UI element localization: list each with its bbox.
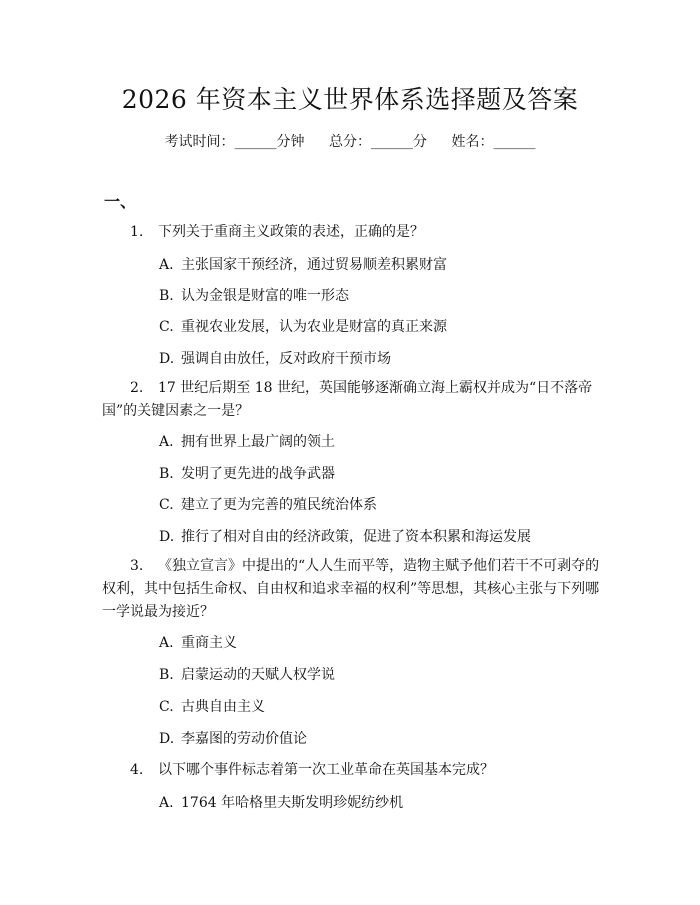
option-text: 主张国家干预经济，通过贸易顺差积累财富 xyxy=(181,257,447,273)
exam-time-field xyxy=(165,132,305,152)
option-text: 古典自由主义 xyxy=(181,699,265,715)
section-heading: 一、 xyxy=(104,192,137,211)
question-1-option-c xyxy=(159,317,599,337)
option-letter: C. xyxy=(159,319,174,335)
option-letter: D. xyxy=(159,529,175,545)
question-1 xyxy=(130,221,590,244)
option-text: 建立了更为完善的殖民统治体系 xyxy=(181,497,377,513)
option-text: 启蒙运动的天赋人权学说 xyxy=(181,667,335,683)
option-text: 重商主义 xyxy=(181,635,237,651)
question-3-option-a xyxy=(159,633,599,653)
option-letter: D. xyxy=(159,351,175,367)
exam-time-unit: 分钟 xyxy=(276,134,305,150)
question-1-option-a xyxy=(159,255,599,275)
total-score-blank: ______ xyxy=(371,134,413,150)
option-text: 强调自由放任，反对政府干预市场 xyxy=(181,351,391,367)
question-number: 3. xyxy=(130,558,144,574)
option-text: 李嘉图的劳动价值论 xyxy=(181,731,307,747)
question-2-option-b xyxy=(159,464,599,484)
option-letter: B. xyxy=(159,667,174,683)
option-letter: B. xyxy=(159,466,174,482)
option-text: 拥有世界上最广阔的领土 xyxy=(181,434,335,450)
total-score-label: 总分： xyxy=(329,134,371,150)
question-text: 下列关于重商主义政策的表述，正确的是？ xyxy=(158,224,424,240)
question-number: 4. xyxy=(130,762,144,778)
question-1-option-d xyxy=(159,349,599,369)
question-number: 1. xyxy=(130,224,144,240)
option-letter: A. xyxy=(159,434,174,450)
option-letter: A. xyxy=(159,257,174,273)
document-title: 2026 年资本主义世界体系选择题及答案 xyxy=(121,85,579,114)
question-3-option-b xyxy=(159,665,599,685)
question-2-option-c xyxy=(159,495,599,515)
exam-time-blank: ______ xyxy=(234,134,277,150)
option-letter: B. xyxy=(159,288,174,304)
question-3 xyxy=(102,555,602,624)
total-score-field xyxy=(329,132,427,152)
question-2 xyxy=(102,377,602,423)
option-text: 发明了更先进的战争武器 xyxy=(181,466,335,482)
student-name-label: 姓名： xyxy=(451,134,494,150)
question-3-option-d xyxy=(159,729,599,749)
question-4 xyxy=(130,759,590,782)
question-1-option-b xyxy=(159,286,599,306)
option-letter: A. xyxy=(159,635,174,651)
question-text: 《独立宣言》中提出的“人人生而平等，造物主赋予他们若干不可剥夺的权利，其中包括生命权、自由权和追求幸福的权利”等思想，其核心主张与下列哪一学说最为接近？ xyxy=(102,558,600,620)
option-text: 认为金银是财富的唯一形态 xyxy=(181,288,349,304)
exam-info xyxy=(0,132,700,152)
option-letter: C. xyxy=(159,699,174,715)
student-name-field xyxy=(451,132,535,152)
option-letter: A. xyxy=(159,795,174,811)
student-name-blank: ______ xyxy=(493,134,536,150)
question-2-option-d xyxy=(159,527,599,547)
option-letter: C. xyxy=(159,497,174,513)
option-text: 重视农业发展，认为农业是财富的真正来源 xyxy=(181,319,447,335)
exam-time-label: 考试时间： xyxy=(164,134,235,150)
question-3-option-c xyxy=(159,697,599,717)
question-4-option-a xyxy=(159,793,599,813)
question-text: 17 世纪后期至 18 世纪，英国能够逐渐确立海上霸权并成为“日不落帝国”的关键因素之一是？ xyxy=(102,380,593,419)
option-text: 推行了相对自由的经济政策，促进了资本积累和海运发展 xyxy=(181,529,531,545)
question-2-option-a xyxy=(159,432,599,452)
option-letter: D. xyxy=(159,731,175,747)
question-number: 2. xyxy=(130,380,144,396)
total-score-unit: 分 xyxy=(413,134,427,150)
question-text: 以下哪个事件标志着第一次工业革命在英国基本完成？ xyxy=(158,762,494,778)
option-text: 1764 年哈格里夫斯发明珍妮纺纱机 xyxy=(181,795,404,811)
